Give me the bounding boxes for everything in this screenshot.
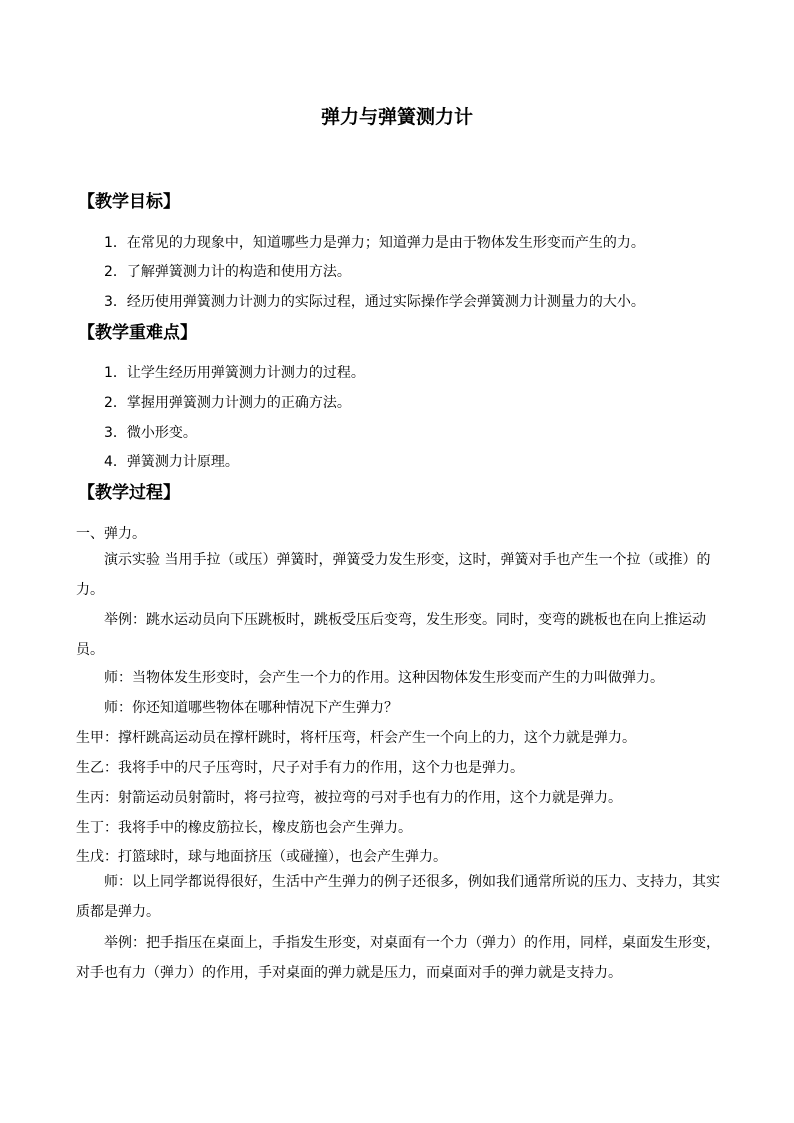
process-subheading: 一、弹力。 xyxy=(76,526,146,542)
process-paragraph: 生乙：我将手中的尺子压弯时，尺子对手有力的作用，这个力也是弹力。 xyxy=(76,760,524,776)
process-paragraph: 生戊：打篮球时，球与地面挤压（或碰撞），也会产生弹力。 xyxy=(76,849,447,865)
process-paragraph: 师：当物体发生形变时，会产生一个力的作用。这种因物体发生形变而产生的力叫做弹力。 xyxy=(104,670,664,686)
process-paragraph: 举例：把手指压在桌面上，手指发生形变，对桌面有一个力（弹力）的作用，同样，桌面发生形变，对手也有力（弹力）的作用，手对桌面的弹力就是压力，而桌面对手的弹力就是支持力。 xyxy=(76,935,720,981)
process-paragraph: 生丙：射箭运动员射箭时，将弓拉弯，被拉弯的弓对手也有力的作用，这个力就是弹力。 xyxy=(76,790,622,806)
key-point-item: 1．让学生经历用弹簧测力计测力的过程。 xyxy=(104,365,365,381)
key-points-heading: 【教学重难点】 xyxy=(78,323,197,343)
process-paragraph: 举例：跳水运动员向下压跳板时，跳板受压后变弯，发生形变。同时，变弯的跳板也在向上推运动员。 xyxy=(76,612,706,658)
process-heading: 【教学过程】 xyxy=(78,483,180,503)
process-paragraph: 生丁：我将手中的橡皮筋拉长，橡皮筋也会产生弹力。 xyxy=(76,820,412,836)
key-point-item: 3．微小形变。 xyxy=(104,425,197,441)
process-paragraph: 演示实验 当用手拉（或压）弹簧时，弹簧受力发生形变，这时，弹簧对手也产生一个拉（或推）的力。 xyxy=(76,552,711,598)
key-point-item: 2．掌握用弹簧测力计测力的正确方法。 xyxy=(104,395,351,411)
objectives-heading: 【教学目标】 xyxy=(78,192,180,212)
document-title: 弹力与弹簧测力计 xyxy=(320,106,473,128)
process-paragraph: 师：以上同学都说得很好，生活中产生弹力的例子还很多，例如我们通常所说的压力、支持力，其实质都是弹力。 xyxy=(76,874,720,920)
objective-item: 1．在常见的力现象中，知道哪些力是弹力；知道弹力是由于物体发生形变而产生的力。 xyxy=(104,235,645,251)
objective-item: 2．了解弹簧测力计的构造和使用方法。 xyxy=(104,264,351,280)
process-paragraph: 师：你还知道哪些物体在哪种情况下产生弹力？ xyxy=(104,700,398,716)
key-point-item: 4．弹簧测力计原理。 xyxy=(104,454,239,470)
objective-item: 3．经历使用弹簧测力计测力的实际过程，通过实际操作学会弹簧测力计测量力的大小。 xyxy=(104,294,645,310)
process-paragraph: 生甲：撑杆跳高运动员在撑杆跳时，将杆压弯，杆会产生一个向上的力，这个力就是弹力。 xyxy=(76,730,636,746)
